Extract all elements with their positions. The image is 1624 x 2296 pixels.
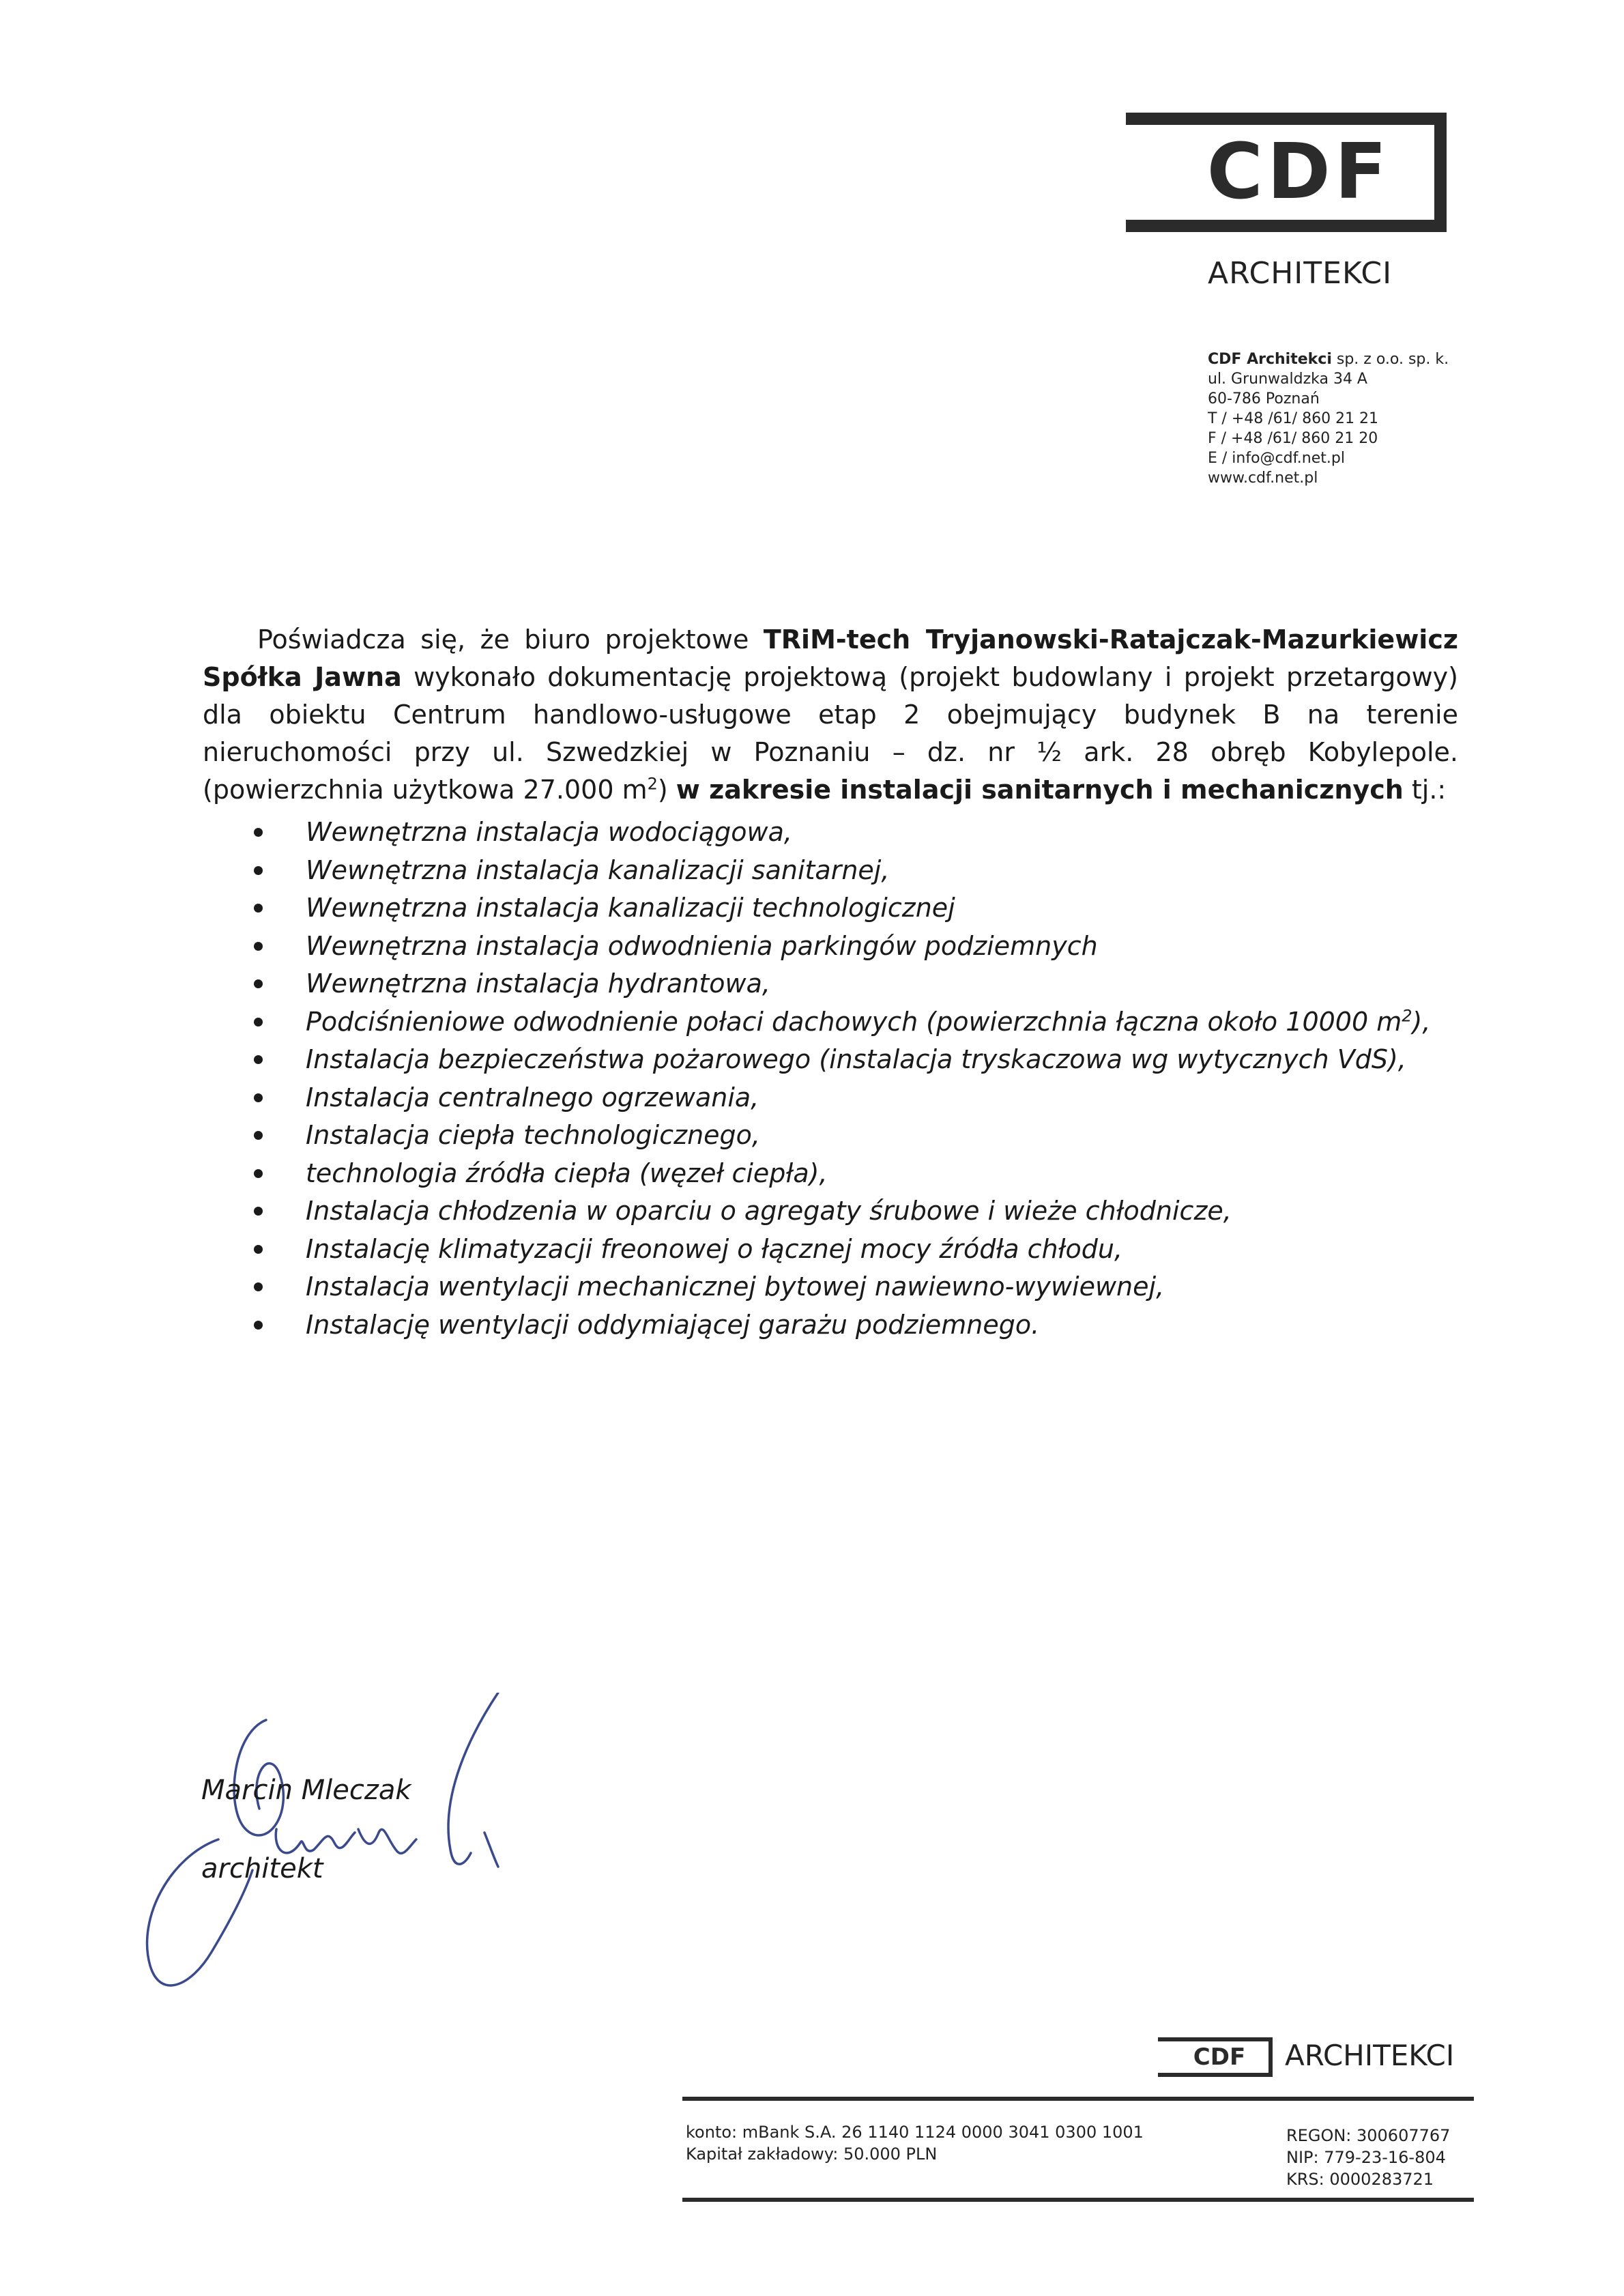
paragraph-end: tj.:: [1403, 775, 1447, 805]
list-item: [246, 1306, 1430, 1345]
company-legal-form: sp. z o.o. sp. k.: [1331, 351, 1449, 368]
krs: KRS: 0000283721: [1286, 2170, 1434, 2189]
paragraph-intro: Poświadcza się, że biuro projektowe: [257, 625, 764, 655]
list-item: [246, 928, 1430, 966]
list-item-text: Instalację klimatyzacji freonowej o łącznej mocy źródła chłodu,: [306, 1233, 1123, 1264]
share-capital: Kapitał zakładowy: 50.000 PLN: [686, 2144, 938, 2164]
bullet-icon: [254, 1018, 263, 1027]
company-highlight: TRiM-tech Tryjanowski-Ratajczak-Mazurkiewicz Spółka Jawna: [203, 625, 1458, 692]
list-item: [246, 889, 1430, 928]
list-item-text: Wewnętrzna instalacja odwodnienia parkingów podziemnych: [306, 930, 1098, 961]
bullet-icon: [254, 904, 263, 913]
paragraph-main: wykonało dokumentację projektową (projekt budowlany i projekt przetargowy) dla obiektu Centrum handlowo-usługowe etap 2 obejmujący budynek B na terenie nieruchomości przy ul. Szwedzkiej w Poznaniu – dz. nr ½ ark. 28 obręb Kobylepole. (powierzchnia użytkowa 27.000 m: [203, 662, 1458, 805]
list-item-text: Wewnętrzna instalacja wodociągowa,: [306, 817, 792, 847]
list-item-text: Instalację wentylacji oddymiającej garażu podziemnego.: [306, 1309, 1040, 1340]
list-item: [246, 1079, 1430, 1117]
bullet-icon: [254, 1245, 263, 1254]
footer-bank-info: [686, 2121, 1144, 2165]
signatory-name: Marcin Mleczak: [201, 1775, 411, 1806]
company-name-line: [1208, 349, 1449, 369]
regon: REGON: 300607767: [1286, 2126, 1451, 2145]
list-item-tail: ),: [1412, 1006, 1431, 1037]
bullet-icon: [254, 866, 263, 875]
list-item: [246, 1155, 1430, 1193]
list-item: [246, 1231, 1430, 1269]
list-item: [246, 1268, 1430, 1306]
company-name: CDF Architekci: [1208, 351, 1332, 368]
fax: F / +48 /61/ 860 21 20: [1208, 430, 1378, 447]
website[interactable]: www.cdf.net.pl: [1208, 470, 1318, 487]
scope-highlight: w zakresie instalacji sanitarnych i mechanicznych: [676, 775, 1404, 805]
bullet-icon: [254, 1282, 263, 1291]
certificate-paragraph: [203, 621, 1458, 809]
list-item-text: Instalacja centralnego ogrzewania,: [306, 1082, 759, 1113]
bullet-icon: [254, 1321, 263, 1330]
footer-registry-info: [1286, 2125, 1450, 2190]
list-item-text: technologia źródła ciepła (węzeł ciepła),: [306, 1158, 828, 1188]
list-item-text: Wewnętrzna instalacja kanalizacji technologicznej: [306, 893, 955, 923]
bullet-icon: [254, 942, 263, 951]
bullet-icon: [254, 1207, 263, 1216]
company-address: [1208, 349, 1449, 488]
bullet-icon: [254, 1093, 263, 1102]
logo-subtitle: ARCHITEKCI: [1208, 256, 1393, 291]
bank-account: konto: mBank S.A. 26 1140 1124 0000 3041 0300 1001: [686, 2123, 1144, 2142]
list-item: [246, 1003, 1430, 1042]
installation-list: [246, 814, 1430, 1344]
list-item: [246, 1192, 1430, 1231]
paragraph-bracket: ): [657, 775, 676, 805]
bullet-icon: [254, 828, 263, 837]
list-item: [246, 965, 1430, 1003]
company-logo: [1163, 113, 1447, 232]
bullet-icon: [254, 979, 263, 988]
bullet-icon: [254, 1131, 263, 1140]
list-item-text: Instalacja chłodzenia w oparciu o agregaty śrubowe i wieże chłodnicze,: [306, 1196, 1232, 1226]
list-item-text: Wewnętrzna instalacja hydrantowa,: [306, 968, 770, 999]
footer-divider-top: [682, 2097, 1474, 2101]
list-item-text: Instalacja wentylacji mechanicznej bytowej nawiewno-wywiewnej,: [306, 1272, 1165, 1302]
list-item-text: Instalacja ciepła technologicznego,: [306, 1120, 760, 1150]
bullet-icon: [254, 1169, 263, 1178]
list-item-text: Instalacja bezpieczeństwa pożarowego (instalacja tryskaczowa wg wytycznych VdS),: [306, 1044, 1406, 1074]
bullet-icon: [254, 1055, 263, 1064]
list-item: [246, 1041, 1430, 1079]
list-item: [246, 814, 1430, 852]
nip: NIP: 779-23-16-804: [1286, 2148, 1446, 2167]
list-item-text: Podciśnieniowe odwodnienie połaci dachowych (powierzchnia łączna około 10000 m: [306, 1006, 1402, 1037]
footer-logo-label: ARCHITEKCI: [1285, 2039, 1455, 2072]
list-item: [246, 1117, 1430, 1155]
logo-text: CDF: [1206, 128, 1391, 216]
superscript: 2: [1402, 1005, 1412, 1025]
email[interactable]: E / info@cdf.net.pl: [1208, 450, 1345, 467]
list-item: [246, 852, 1430, 890]
phone: T / +48 /61/ 860 21 21: [1208, 410, 1379, 427]
signatory-role: architekt: [201, 1853, 323, 1884]
footer-logo-box: CDF: [1170, 2037, 1273, 2077]
footer-divider-bottom: [682, 2198, 1474, 2202]
street: ul. Grunwaldzka 34 A: [1208, 371, 1367, 388]
list-item-text: Wewnętrzna instalacja kanalizacji sanitarnej,: [306, 855, 890, 885]
superscript: 2: [647, 774, 658, 794]
city: 60-786 Poznań: [1208, 390, 1320, 407]
